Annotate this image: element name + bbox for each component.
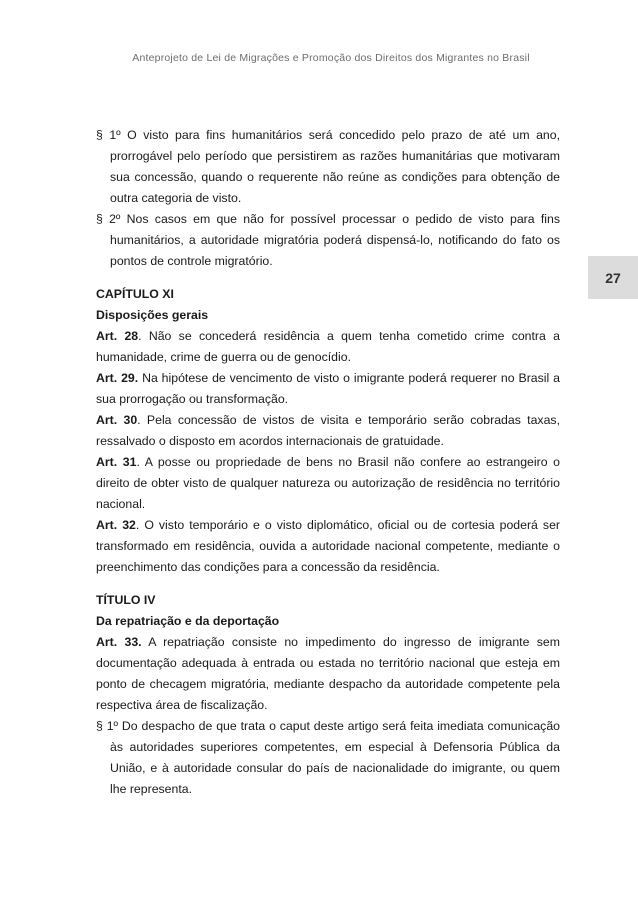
- article-label: Art. 30: [96, 413, 138, 427]
- paragraph-2: § 2º Nos casos em que não for possível processar o pedido de visto para fins humanitários, a autoridade migratória poderá dispensá-lo, notificando do fato os pontos de controle migratório.: [96, 212, 560, 268]
- article-30: [96, 410, 560, 452]
- article-29: [96, 368, 560, 410]
- page-content: [96, 125, 560, 800]
- chapter-subtitle: Disposições gerais: [96, 308, 209, 322]
- article-28: [96, 326, 560, 368]
- paragraph-bottom: § 1º Do despacho de que trata o caput deste artigo será feita imediata comunicação às autoridades superiores competentes, em especial à Defensoria Pública da União, e à autoridade consular do país de nacionalidade do imigrante, ou quem lhe representa.: [96, 719, 560, 796]
- article-text: . Pela concessão de vistos de visita e temporário serão cobradas taxas, ressalvado o disposto em acordos internacionais de gratuidade.: [96, 413, 560, 448]
- article-label: Art. 28: [96, 329, 139, 343]
- article-text: . Não se concederá residência a quem tenha cometido crime contra a humanidade, crime de guerra ou de genocídio.: [96, 329, 560, 364]
- article-32: [96, 515, 560, 578]
- paragraph-1: § 1º O visto para fins humanitários será concedido pelo prazo de até um ano, prorrogável pelo período que persistirem as razões humanitárias que motivaram sua concessão, quando o requerente não reúne as condições para obtenção de outra categoria de visto.: [96, 128, 560, 205]
- article-label: Art. 31: [96, 455, 137, 469]
- chapter-title: CAPÍTULO XI: [96, 287, 174, 301]
- article-text: . A posse ou propriedade de bens no Brasil não confere ao estrangeiro o direito de obter visto de qualquer natureza ou autorização de residência no território nacional.: [96, 455, 561, 511]
- article-label: Art. 33.: [96, 635, 142, 649]
- running-header: Anteprojeto de Lei de Migrações e Promoção dos Direitos dos Migrantes no Brasil: [132, 52, 530, 64]
- page-number: 27: [605, 269, 621, 286]
- title-subtitle: Da repatriação e da deportação: [96, 614, 280, 628]
- article-33: [96, 632, 560, 716]
- article-text: . O visto temporário e o visto diplomático, oficial ou de cortesia poderá ser transformado em residência, ouvida a autoridade nacional competente, mediante o preenchimento das condições para a concessão da residência.: [96, 518, 560, 574]
- article-31: [96, 452, 560, 515]
- title-heading: TÍTULO IV: [96, 593, 156, 607]
- page-number-tab: [588, 256, 638, 299]
- article-text: A repatriação consiste no impedimento do ingresso de imigrante sem documentação adequada à entrada ou estada no território nacional que esteja em ponto de checagem migratória, mediante despacho da autoridade competente pela respectiva área de fiscalização.: [96, 635, 560, 712]
- article-text: Na hipótese de vencimento de visto o imigrante poderá requerer no Brasil a sua prorrogação ou transformação.: [96, 371, 560, 406]
- article-label: Art. 29.: [96, 371, 139, 385]
- article-label: Art. 32: [96, 518, 136, 532]
